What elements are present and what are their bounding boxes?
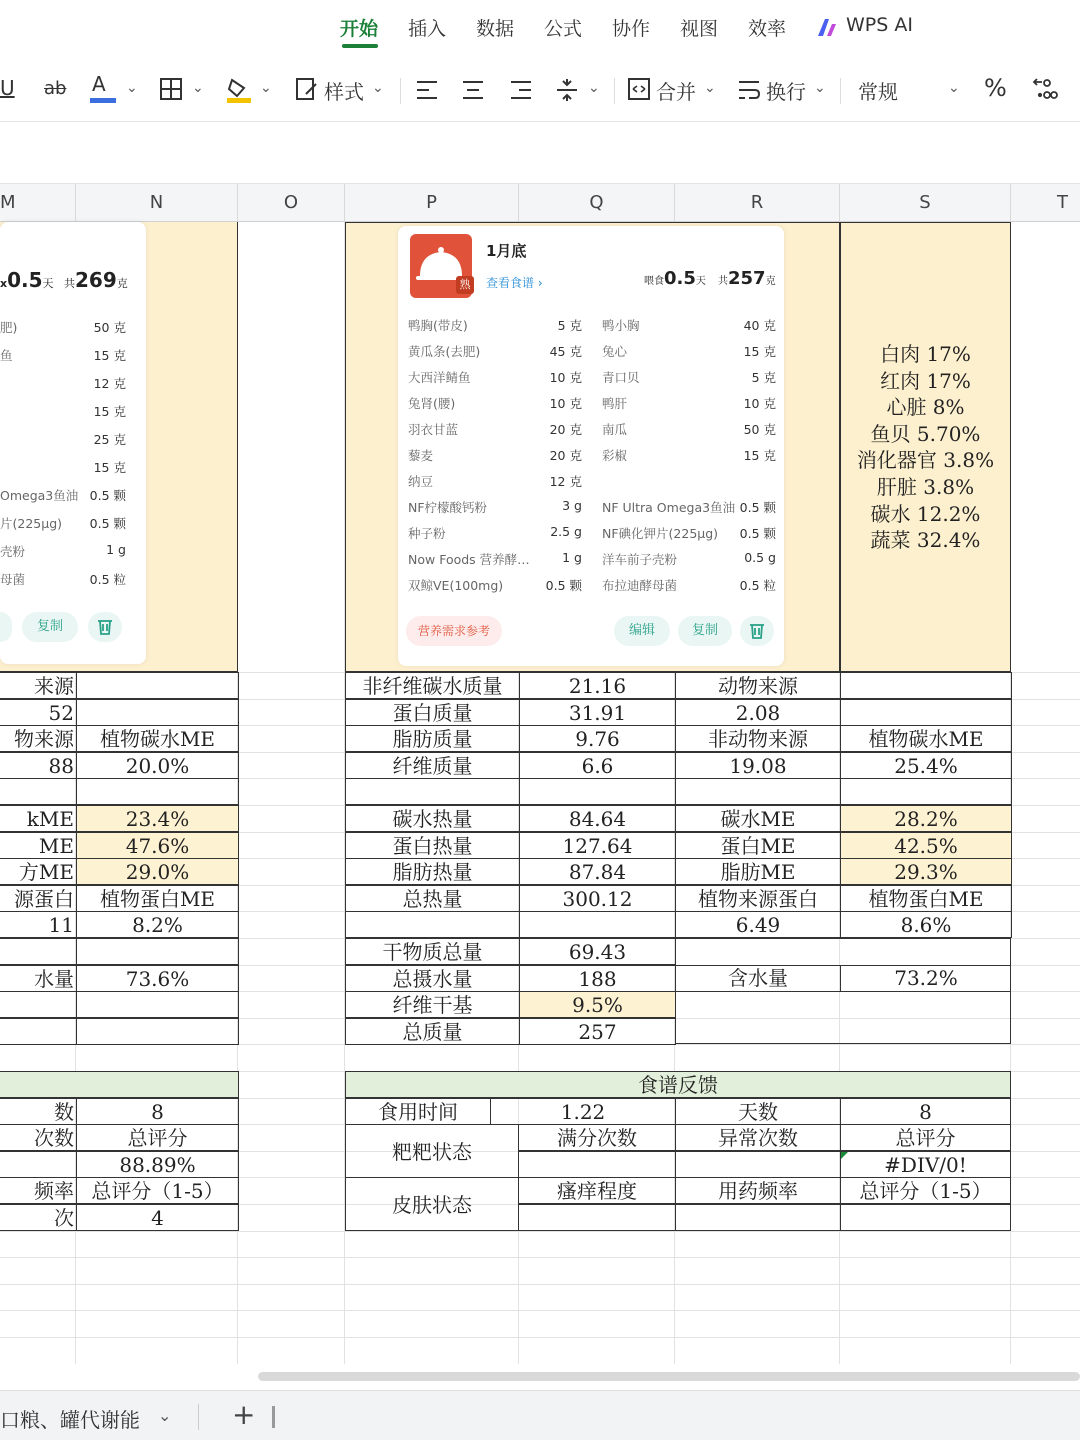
table-cell[interactable] xyxy=(0,991,77,1018)
tab-efficiency[interactable]: 效率 xyxy=(748,18,787,40)
percent-button[interactable]: % xyxy=(984,74,1007,102)
table-cell[interactable]: 4 xyxy=(76,1204,239,1231)
ingredient-name: NF碘化钾片(225μg) xyxy=(602,526,719,541)
table-cell[interactable]: 11 xyxy=(0,911,77,938)
ingredient-name: 兔心 xyxy=(602,344,628,359)
table-cell[interactable]: 脂肪质量 xyxy=(345,725,520,752)
ingredient-amount: 50 克 xyxy=(93,320,126,335)
table-cell[interactable]: 次数 xyxy=(0,1124,77,1151)
grid-row-line xyxy=(0,1310,1080,1311)
ingredient-name: NF柠檬酸钙粉 xyxy=(408,500,488,515)
tab-scroll-handle[interactable] xyxy=(272,1406,275,1428)
ingredient-name: 纳豆 xyxy=(408,474,434,489)
trash-icon[interactable] xyxy=(740,616,774,646)
card-right-edit-button[interactable]: 编辑 xyxy=(614,616,670,646)
table-cell[interactable] xyxy=(518,1151,676,1178)
tab-insert[interactable]: 插入 xyxy=(408,18,447,40)
ingredient-amount: 12 克 xyxy=(93,376,126,391)
merge-cells-icon[interactable] xyxy=(628,78,650,104)
table-cell[interactable]: 42.5% xyxy=(840,832,1012,859)
ingredient-amount: 0.5 颗 xyxy=(89,488,126,503)
days-value[interactable]: 8 xyxy=(840,1098,1011,1125)
ingredient-name: 鱼 xyxy=(0,348,13,363)
table-cell[interactable]: 8.6% xyxy=(840,911,1012,938)
ingredient-amount: 5 克 xyxy=(557,318,582,333)
ingredient-amount: 3 g xyxy=(562,498,582,513)
table-cell[interactable]: 257 xyxy=(519,1018,676,1045)
ingredient-name: 鸭肝 xyxy=(602,396,628,411)
table-cell[interactable]: 蛋白热量 xyxy=(345,832,520,859)
align-left-icon[interactable] xyxy=(416,80,438,104)
table-cell[interactable]: 次 xyxy=(0,1204,77,1231)
ingredient-name: 青口贝 xyxy=(602,370,640,385)
ratio-line: 白肉 17% xyxy=(880,342,971,366)
ingredient-amount: 10 克 xyxy=(549,396,582,411)
toolbar-divider xyxy=(614,78,615,104)
ratio-line: 鱼贝 5.70% xyxy=(870,421,981,446)
wps-ai-icon[interactable] xyxy=(816,16,840,38)
table-cell[interactable]: 29.0% xyxy=(76,858,239,885)
table-cell[interactable] xyxy=(76,991,239,1018)
tab-view[interactable]: 视图 xyxy=(680,18,719,40)
ingredient-amount: 0.5 颗 xyxy=(545,578,582,593)
table-cell[interactable] xyxy=(675,778,841,805)
ingredient-amount: 0.5 颗 xyxy=(739,500,776,515)
ingredient-amount: 12 克 xyxy=(549,474,582,489)
skin-status-label: 皮肤状态 xyxy=(345,1177,519,1231)
table-cell[interactable]: 来源 xyxy=(0,672,77,699)
table-cell[interactable]: 蛋白ME xyxy=(675,832,841,859)
ratio-line: 蔬菜 32.4% xyxy=(870,528,981,553)
ingredient-amount: 15 克 xyxy=(93,348,126,363)
table-cell[interactable]: 23.4% xyxy=(76,805,239,832)
underline-button[interactable]: U xyxy=(0,76,15,100)
table-cell[interactable] xyxy=(518,1204,676,1231)
ingredient-amount: 15 克 xyxy=(93,404,126,419)
ingredient-name: 羽衣甘蓝 xyxy=(408,422,459,437)
table-cell[interactable] xyxy=(345,778,520,805)
view-recipe-link[interactable]: 查看食谱 › xyxy=(486,276,543,290)
ingredient-name: Omega3鱼油 xyxy=(0,488,79,503)
ingredient-name: 鸭胸(带皮) xyxy=(408,318,468,333)
table-cell[interactable] xyxy=(76,699,239,726)
decrease-decimal-icon[interactable] xyxy=(1032,78,1058,106)
table-cell[interactable]: 73.6% xyxy=(76,965,239,992)
card-right-copy-button[interactable]: 复制 xyxy=(678,616,732,646)
table-cell[interactable] xyxy=(840,778,1012,805)
table-cell[interactable] xyxy=(0,778,77,805)
feedback-header-left xyxy=(0,1071,239,1098)
font-color-button[interactable]: A xyxy=(92,72,106,96)
ingredient-name: 布拉迪酵母菌 xyxy=(602,578,678,593)
ingredient-amount: 0.5 颗 xyxy=(89,516,126,531)
ingredient-name: NF Ultra Omega3鱼油 xyxy=(602,500,736,515)
table-cell[interactable]: 总热量 xyxy=(345,885,520,912)
stool-status-label: 粑粑状态 xyxy=(345,1124,519,1178)
column-header-p[interactable]: P xyxy=(345,184,519,222)
ingredient-amount: 15 克 xyxy=(93,460,126,475)
table-cell[interactable] xyxy=(519,778,676,805)
chevron-down-icon[interactable]: ⌄ xyxy=(260,80,272,96)
table-cell[interactable]: 9.5% xyxy=(519,991,676,1018)
ingredient-amount: 5 克 xyxy=(751,370,776,385)
card-left-days: x0.5天 xyxy=(0,268,54,292)
card-right-days: 喂食0.5天 xyxy=(644,268,706,289)
column-header-t[interactable]: T xyxy=(1011,184,1080,222)
ingredient-name: 洋车前子壳粉 xyxy=(602,552,678,567)
table-cell[interactable]: 2.08 xyxy=(675,699,841,726)
table-cell[interactable]: 31.91 xyxy=(519,699,676,726)
table-cell[interactable]: 21.16 xyxy=(519,672,676,699)
table-cell[interactable]: 25.4% xyxy=(840,752,1012,779)
ingredient-name: 片(225μg) xyxy=(0,516,62,531)
table-cell[interactable]: 数 xyxy=(0,1098,77,1125)
add-sheet-button[interactable]: + xyxy=(232,1398,256,1431)
table-cell[interactable]: 纤维质量 xyxy=(345,752,520,779)
table-cell[interactable] xyxy=(519,911,676,938)
table-cell[interactable]: 蛋白质量 xyxy=(345,699,520,726)
table-cell[interactable]: 非动物来源 xyxy=(675,725,841,752)
table-cell[interactable]: 87.84 xyxy=(519,858,676,885)
trash-icon[interactable] xyxy=(88,612,122,642)
ingredient-amount: 2.5 g xyxy=(550,524,582,539)
ingredient-amount: 0.5 g xyxy=(744,550,776,565)
table-cell[interactable] xyxy=(675,1204,841,1231)
table-cell[interactable]: 88 xyxy=(0,752,77,779)
toolbar-divider xyxy=(400,78,401,104)
chevron-down-icon[interactable]: ⌄ xyxy=(126,80,138,96)
ingredient-name: 鸭小胸 xyxy=(602,318,640,333)
table-cell[interactable]: 总评分 xyxy=(76,1124,239,1151)
grid-row-line xyxy=(0,1257,1080,1258)
sheet-tab-active[interactable]: 口粮、罐代谢能 xyxy=(0,1408,140,1432)
table-cell[interactable] xyxy=(76,672,239,699)
grid-row-line xyxy=(0,1231,1080,1232)
table-cell[interactable]: 29.3% xyxy=(840,858,1012,885)
chevron-down-icon[interactable]: ⌄ xyxy=(158,1406,172,1425)
chevron-down-icon[interactable]: ⌄ xyxy=(372,80,384,96)
table-cell[interactable]: 碳水热量 xyxy=(345,805,520,832)
ingredient-name: Now Foods 营养酵… xyxy=(408,552,530,567)
table-cell[interactable]: 47.6% xyxy=(76,832,239,859)
ingredient-amount: 45 克 xyxy=(549,344,582,359)
ingredient-name: 大西洋鲭鱼 xyxy=(408,370,471,385)
nutrition-reference-button[interactable]: 营养需求参考 xyxy=(406,616,502,646)
table-cell[interactable] xyxy=(840,672,1012,699)
chevron-down-icon[interactable]: ⌄ xyxy=(814,80,826,96)
ingredient-name: 黄瓜条(去肥) xyxy=(408,344,481,359)
table-cell[interactable]: 植物来源蛋白 xyxy=(675,885,841,912)
align-right-icon[interactable] xyxy=(510,80,532,104)
font-color-swatch xyxy=(90,98,116,103)
table-cell[interactable] xyxy=(0,1018,77,1045)
ingredient-name: 南瓜 xyxy=(602,422,628,437)
chevron-down-icon[interactable]: ⌄ xyxy=(192,80,204,96)
total-score-label: 总评分 xyxy=(840,1124,1011,1151)
table-cell[interactable]: 方ME xyxy=(0,858,77,885)
full-score-count-label: 满分次数 xyxy=(518,1124,676,1151)
tab-divider xyxy=(198,1404,199,1430)
table-cell[interactable]: 127.64 xyxy=(519,832,676,859)
ratio-line: 碳水 12.2% xyxy=(870,501,981,526)
table-cell[interactable]: 脂肪ME xyxy=(675,858,841,885)
tab-formula[interactable]: 公式 xyxy=(544,18,583,40)
table-cell[interactable]: kME xyxy=(0,805,77,832)
vertical-align-icon[interactable] xyxy=(556,78,578,106)
grid-row-line xyxy=(0,1337,1080,1338)
table-cell[interactable] xyxy=(840,1204,1011,1231)
fill-color-icon[interactable] xyxy=(226,76,252,108)
border-icon[interactable] xyxy=(160,78,182,104)
chevron-down-icon[interactable]: ⌄ xyxy=(704,80,716,96)
table-cell[interactable]: 88.89% xyxy=(76,1151,239,1178)
total-score-15-label: 总评分（1-5） xyxy=(840,1177,1011,1204)
days-label: 天数 xyxy=(675,1098,841,1125)
table-cell[interactable]: 188 xyxy=(519,965,676,992)
column-header-n[interactable]: N xyxy=(76,184,238,222)
table-cell[interactable] xyxy=(840,699,1012,726)
card-left-total: 共269克 xyxy=(64,268,128,292)
ingredient-amount: 10 克 xyxy=(549,370,582,385)
table-cell[interactable] xyxy=(76,938,239,965)
ingredient-amount: 0.5 颗 xyxy=(739,526,776,541)
table-cell[interactable] xyxy=(345,911,520,938)
table-cell[interactable] xyxy=(0,1151,77,1178)
table-cell[interactable] xyxy=(76,1018,239,1045)
table-cell[interactable]: 动物来源 xyxy=(675,672,841,699)
table-cell[interactable]: 碳水ME xyxy=(675,805,841,832)
ingredient-amount: 25 克 xyxy=(93,432,126,447)
error-indicator-icon xyxy=(841,1152,848,1159)
table-cell[interactable]: 植物碳水ME xyxy=(840,725,1012,752)
style-icon[interactable] xyxy=(296,78,318,104)
ingredient-name: 藜麦 xyxy=(408,448,434,463)
style-button[interactable]: 样式 xyxy=(324,80,364,104)
grid-row-line xyxy=(0,1284,1080,1285)
number-format-select[interactable]: 常规 xyxy=(858,80,898,104)
table-cell[interactable]: 84.64 xyxy=(519,805,676,832)
table-cell[interactable]: 植物碳水ME xyxy=(76,725,239,752)
table-cell[interactable]: 含水量 xyxy=(728,965,788,990)
toolbar-divider xyxy=(840,78,841,104)
itch-level-label: 瘙痒程度 xyxy=(518,1177,676,1204)
card-right-title: 1月底 xyxy=(486,242,527,260)
formula-bar[interactable] xyxy=(0,122,1080,184)
table-cell[interactable] xyxy=(0,938,77,965)
ingredient-amount: 20 克 xyxy=(549,422,582,437)
table-cell[interactable]: 6.6 xyxy=(519,752,676,779)
table-cell[interactable] xyxy=(675,1151,841,1178)
table-cell[interactable]: 73.2% xyxy=(894,965,958,990)
ingredient-amount: 10 克 xyxy=(743,396,776,411)
ingredient-amount: 0.5 粒 xyxy=(739,578,776,593)
table-cell[interactable]: 20.0% xyxy=(76,752,239,779)
table-cell[interactable]: 源蛋白 xyxy=(0,885,77,912)
wrap-text-button[interactable]: 换行 xyxy=(766,80,806,104)
ingredient-name: 兔肾(腰) xyxy=(408,396,456,411)
cooked-badge: 熟 xyxy=(456,276,474,294)
table-border xyxy=(675,965,1011,992)
table-cell[interactable]: 19.08 xyxy=(675,752,841,779)
ingredient-amount: 40 克 xyxy=(743,318,776,333)
tab-home[interactable]: 开始 xyxy=(340,18,379,40)
table-cell[interactable] xyxy=(76,778,239,805)
table-cell[interactable]: 6.49 xyxy=(675,911,841,938)
table-cell[interactable]: 28.2% xyxy=(840,805,1012,832)
ingredient-name: 壳粉 xyxy=(0,544,26,559)
column-header-q[interactable]: Q xyxy=(519,184,675,222)
ratio-line: 心脏 8% xyxy=(886,395,965,420)
table-cell[interactable]: 8 xyxy=(76,1098,239,1125)
tab-collaborate[interactable]: 协作 xyxy=(612,18,651,40)
ingredient-name: 双鲸VE(100mg) xyxy=(408,578,504,593)
align-center-icon[interactable] xyxy=(462,80,484,104)
horizontal-scrollbar[interactable] xyxy=(258,1372,1080,1381)
active-tab-indicator xyxy=(342,44,378,48)
table-cell[interactable]: 9.76 xyxy=(519,725,676,752)
ingredient-amount: 1 g xyxy=(562,550,582,565)
column-header-s[interactable]: S xyxy=(840,184,1011,222)
column-header-r[interactable]: R xyxy=(675,184,840,222)
table-cell[interactable]: 8.2% xyxy=(76,911,239,938)
ingredient-name: 彩椒 xyxy=(602,448,628,463)
abnormal-count-label: 异常次数 xyxy=(675,1124,841,1151)
ratio-line: 肝脏 3.8% xyxy=(876,475,975,499)
tab-wps-ai[interactable]: WPS AI xyxy=(846,14,913,36)
medication-freq-label: 用药频率 xyxy=(675,1177,841,1204)
chevron-down-icon[interactable]: ⌄ xyxy=(948,80,960,96)
card-right-total: 共257克 xyxy=(718,268,776,289)
ingredient-amount: 1 g xyxy=(106,542,126,557)
ratio-line: 消化器官 3.8% xyxy=(856,448,995,473)
ingredient-name: 肥) xyxy=(0,320,18,335)
table-cell[interactable]: 非纤维碳水质量 xyxy=(345,672,520,699)
ingredient-amount: 15 克 xyxy=(743,448,776,463)
ingredient-amount: 20 克 xyxy=(549,448,582,463)
ingredient-name: 母菌 xyxy=(0,572,26,587)
table-cell[interactable]: 总质量 xyxy=(345,1018,520,1045)
table-cell[interactable]: 脂肪热量 xyxy=(345,858,520,885)
wrap-text-icon[interactable] xyxy=(738,80,760,104)
table-cell[interactable]: 纤维干基 xyxy=(345,991,520,1018)
ingredient-amount: 0.5 粒 xyxy=(89,572,126,587)
ratio-line: 红肉 17% xyxy=(880,368,971,393)
table-cell[interactable]: ME xyxy=(0,832,77,859)
table-cell[interactable]: 69.43 xyxy=(519,938,676,965)
tab-data[interactable]: 数据 xyxy=(476,18,515,40)
ribbon-menu-bar xyxy=(0,0,1080,56)
strikethrough-button[interactable]: ab xyxy=(44,78,67,99)
meal-time-label: 食用时间 xyxy=(345,1098,491,1125)
table-cell[interactable]: 总摄水量 xyxy=(345,965,520,992)
table-cell[interactable]: 频率 xyxy=(0,1177,77,1204)
ingredient-amount: 15 克 xyxy=(743,344,776,359)
div-error-cell[interactable]: #DIV/0! xyxy=(840,1151,1011,1178)
table-cell[interactable]: 52 xyxy=(0,699,77,726)
table-cell[interactable]: 物来源 xyxy=(0,725,77,752)
card-left-copy-button[interactable]: 复制 xyxy=(22,612,78,642)
merge-button[interactable]: 合并 xyxy=(656,80,696,104)
feedback-title: 食谱反馈 xyxy=(345,1071,1011,1098)
ingredient-name: 种子粉 xyxy=(408,526,446,541)
meal-time-value[interactable]: 1.22 xyxy=(490,1098,676,1125)
column-header-o[interactable]: O xyxy=(238,184,345,222)
column-header-m[interactable]: M xyxy=(0,184,76,222)
ingredient-amount: 50 克 xyxy=(743,422,776,437)
table-cell[interactable]: 植物蛋白ME xyxy=(76,885,239,912)
table-cell[interactable]: 300.12 xyxy=(519,885,676,912)
table-cell[interactable]: 总评分（1-5） xyxy=(76,1177,239,1204)
table-cell[interactable]: 干物质总量 xyxy=(345,938,520,965)
chevron-down-icon[interactable]: ⌄ xyxy=(588,80,600,96)
table-cell[interactable]: 植物蛋白ME xyxy=(840,885,1012,912)
table-cell[interactable]: 水量 xyxy=(0,965,77,992)
